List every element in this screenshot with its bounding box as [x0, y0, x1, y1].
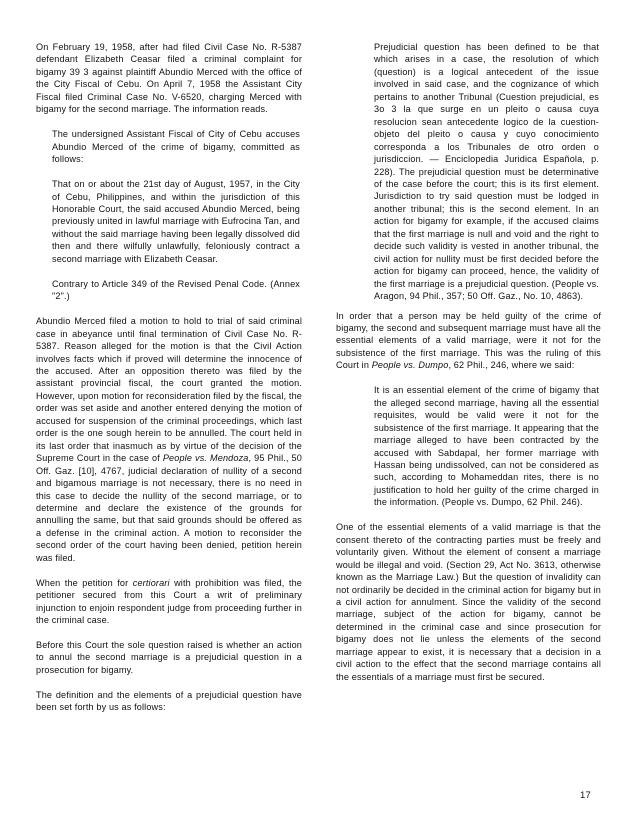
- quote-information-body: That on or about the 21st day of August, 1957, in the City of Cebu, Philippines, and within the jurisdiction of this Honorable Court, the said accused Abundio Merced, being previously united in lawful marriage with Eufrocina Tan, and without the said marriage having been legally dissolved did then and there wilfully unlawfully, feloniously contract a second marriage with Elizabeth Ceasar.: [52, 179, 300, 264]
- left-column: [36, 41, 302, 714]
- paragraph-motion: [36, 315, 302, 564]
- quote-information-contrary: Contrary to Article 349 of the Revised Penal Code. (Annex "2".): [52, 278, 300, 302]
- paragraph-complaint: On February 19, 1958, after had filed Civil Case No. R-5387 defendant Elizabeth Ceasar filed a criminal complaint for bigamy 39 3 against plaintiff Abundio Merced with the office of the City Fiscal of Cebu. On April 7, 1958 the Assistant City Fiscal filed Criminal Case No. V-6520, charging Merced with bigamy for the second marriage. The information reads.: [36, 42, 302, 115]
- paragraph-consent: One of the essential elements of a valid marriage is that the consent thereto of the contracting parties must be freely and voluntarily given. Without the element of consent a marriage would be illegal and void. (Section 29, Act No. 3613, otherwise known as the Marriage Law.) But the question of invalidity can not ordinarily be decided in the criminal action for bigamy but in a civil action for annulment. Since the validity of the second marriage, subject of the action for bigamy, cannot be determined in the criminal case and since prosecution for bigamy does not lie unless the elements of the second marriage appear to exist, it is necessary that a decision in a civil action to the effect that the second marriage contains all the essentials of a marriage must first be secured.: [336, 522, 601, 682]
- paragraph-motion-text-a: Abundio Merced filed a motion to hold to trial of said criminal case in abeyance until final termination of Civil Case No. R- 5387. Reason alleged for the motion is that the Civil Action involves facts which if proved will determine the innocence of the accused. After an opposition thereto was filed by the assistant provincial fiscal, the court granted the motion. However, upon motion for reconsideration filed by the fiscal, the order was set aside and another entered denying the motion of accused for suspension of the criminal proceedings, which last order is the one sough herein to be annulled. The court held in its last order that inasmuch as by virtue of the decision of the Supreme Court in the case of: [36, 316, 302, 464]
- paragraph-certiorari-text-b: with prohibition was filed, the petitioner secured from this Court a writ of preliminary injunction to enjoin respondent judge from proceeding further in the criminal case.: [36, 577, 302, 626]
- quote-prejudicial-definition: Prejudicial question has been defined to be that which arises in a case, the resolution of which (question) is a logical antecedent of the issue involved in said case, and the cognizance of which pertains to another Tribunal (Cuestion prejudicial, es 3o 3 la que surge en un pleito o causa cuya resolucion sean antecedente logico de la cuestion-objeto del pleito o causa y cuyo conocimiento corresponda a los Tribunales de otro orden o jurisdiccion. — Enciclopedia Juridica Española, p. 228). The prejudicial question must be determinative of the case before the court; this is its first element. Jurisdiction to try said question must be lodged in another tribunal; this is the second element. In an action for bigamy for example, if the accused claims that the first marriage is null and void and the right to decide such validity is vested in another tribunal, the civil action for nullity must be first decided before the action for bigamy can proceed, hence, the validity of the first marriage is a prejudicial question. (People vs. Aragon, 94 Phil., 357; 50 Off. Gaz., No. 10, 4863).: [374, 42, 599, 302]
- page-number: 17: [580, 790, 591, 801]
- quote-dumpo: It is an essential element of the crime of bigamy that the alleged second marriage, having all the essential requisites, would be valid were it not for the subsistence of the first marriage. It appearing that the marriage alleged to have been contracted by the accused with Sabdapal, her former marriage with Hassan being undissolved, can not be considered as such, according to Mohameddan rites, there is no justification to hold her guilty of the crime charged in the information. (People vs. Dumpo, 62 Phil. 246).: [374, 385, 599, 508]
- term-certiorari: certiorari: [132, 577, 170, 588]
- paragraph-certiorari: [36, 577, 302, 627]
- paragraph-sole-question: Before this Court the sole question raised is whether an action to annul the second marriage is a prejudicial question in a prosecution for bigamy.: [36, 640, 302, 675]
- right-column: [336, 41, 601, 683]
- paragraph-certiorari-text-a: When the petition for: [36, 577, 133, 588]
- paragraph-bigamy-text-b: , 62 Phil., 246, where we said:: [448, 360, 575, 371]
- case-citation-dumpo: People vs. Dumpo: [371, 360, 449, 371]
- paragraph-bigamy-ruling: [336, 310, 601, 372]
- quote-information-intro: The undersigned Assistant Fiscal of City of Cebu accuses Abundio Merced of the crime of bigamy, committed as follows:: [52, 129, 300, 165]
- paragraph-bigamy-text-a: In order that a person may be held guilty of the crime of bigamy, the second and subsequent marriage must have all the essential elements of a valid marriage, were it not for the subsistence of the first marriage. This was the ruling of this Court in: [336, 310, 601, 371]
- paragraph-motion-text-b: , 95 Phil., 50 Off. Gaz. [10], 4767, judicial declaration of nullity of a second and bigamous marriage is not necessary, there is no need in this case to decide the nullity of the second marriage, or to determine and declare the existence of the grounds for annulling the same, but that said grounds should be offered as a defense in the criminal action. A motion to reconsider the second order of the court having been denied, petition herein was filed.: [36, 453, 302, 563]
- paragraph-definition-intro: The definition and the elements of a prejudicial question have been set forth by us as follows:: [36, 689, 302, 713]
- case-citation-mendoza: People vs. Mendoza: [162, 453, 249, 464]
